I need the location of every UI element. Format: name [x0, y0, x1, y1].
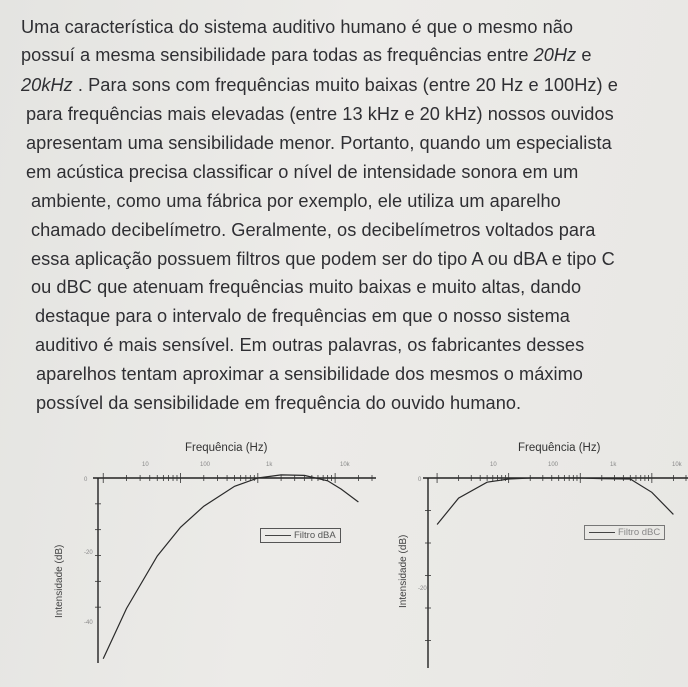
- y-tick-label: -20: [84, 550, 93, 556]
- text-segment: chamado decibelímetro. Geralmente, os decibelímetros voltados para: [31, 220, 596, 240]
- chart-dba: [40, 438, 380, 687]
- text-segment: Uma característica do sistema auditivo humano é que o mesmo não: [21, 17, 574, 37]
- text-line: [31, 191, 561, 212]
- text-segment: em acústica precisa classificar o nível de intensidade sonora em um: [26, 162, 579, 182]
- y-tick-label: 0: [418, 477, 422, 483]
- x-tick-label: 1k: [610, 462, 617, 468]
- text-segment: para frequências mais elevadas (entre 13 kHz e 20 kHz) nossos ouvidos: [26, 104, 614, 124]
- text-segment: apresentam uma sensibilidade menor. Portanto, quando um especialista: [26, 133, 612, 153]
- x-tick-label: 100: [548, 462, 559, 468]
- text-line: [36, 393, 521, 414]
- text-line: [26, 162, 578, 183]
- x-tick-label: 10: [142, 462, 149, 468]
- text-segment: essa aplicação possuem filtros que podem ser do tipo A ou dBA e tipo C: [31, 249, 615, 269]
- chart-title: Frequência (Hz): [185, 442, 268, 454]
- text-line: [31, 277, 581, 298]
- text-line: [35, 335, 584, 356]
- text-segment: possível da sensibilidade em frequência do ouvido humano.: [36, 393, 522, 413]
- text-segment: 20kHz: [21, 75, 73, 95]
- text-segment: auditivo é mais sensível. Em outras palavras, os fabricantes desses: [35, 335, 585, 355]
- text-segment: ou dBC que atenuam frequências muito baixas e muito altas, dando: [31, 277, 582, 297]
- text-line: [21, 75, 618, 96]
- text-line: [31, 220, 595, 241]
- x-tick-label: 10: [490, 462, 497, 468]
- x-tick-label: 100: [200, 462, 211, 468]
- y-axis-label: Intensidade (dB): [398, 534, 409, 608]
- chart-dbc: [388, 438, 688, 687]
- series-line: [103, 475, 358, 659]
- text-line: [31, 249, 615, 270]
- y-tick-label: -20: [418, 586, 427, 592]
- text-line: [35, 306, 570, 327]
- x-tick-label: 10k: [672, 462, 682, 468]
- text-segment: possuí a mesma sensibilidade para todas as frequências entre: [21, 45, 534, 65]
- y-tick-label: -40: [84, 620, 93, 626]
- series-line: [437, 478, 673, 525]
- text-segment: ambiente, como uma fábrica por exemplo, ele utiliza um aparelho: [31, 191, 561, 211]
- x-tick-label: 1k: [266, 462, 273, 468]
- x-tick-label: 10k: [340, 462, 350, 468]
- text-segment: aparelhos tentam aproximar a sensibilidade dos mesmos o máximo: [36, 364, 583, 384]
- legend-label: Filtro dBC: [618, 527, 661, 538]
- text-line: [36, 364, 583, 385]
- chart-title: Frequência (Hz): [518, 442, 601, 454]
- plot-area: [40, 438, 380, 687]
- text-segment: 20Hz: [533, 45, 577, 65]
- plot-area: [388, 438, 688, 687]
- text-segment: . Para sons com frequências muito baixas (entre 20 Hz e 100Hz) e: [72, 75, 618, 95]
- y-tick-label: 0: [84, 477, 88, 483]
- legend-label: Filtro dBA: [294, 530, 336, 541]
- text-segment: destaque para o intervalo de frequências em que o nosso sistema: [35, 306, 570, 326]
- text-line: [26, 133, 612, 154]
- text-segment: e: [576, 45, 592, 65]
- text-line: [21, 45, 592, 66]
- text-line: [26, 104, 614, 125]
- text-line: [21, 17, 573, 38]
- y-axis-label: Intensidade (dB): [54, 544, 65, 618]
